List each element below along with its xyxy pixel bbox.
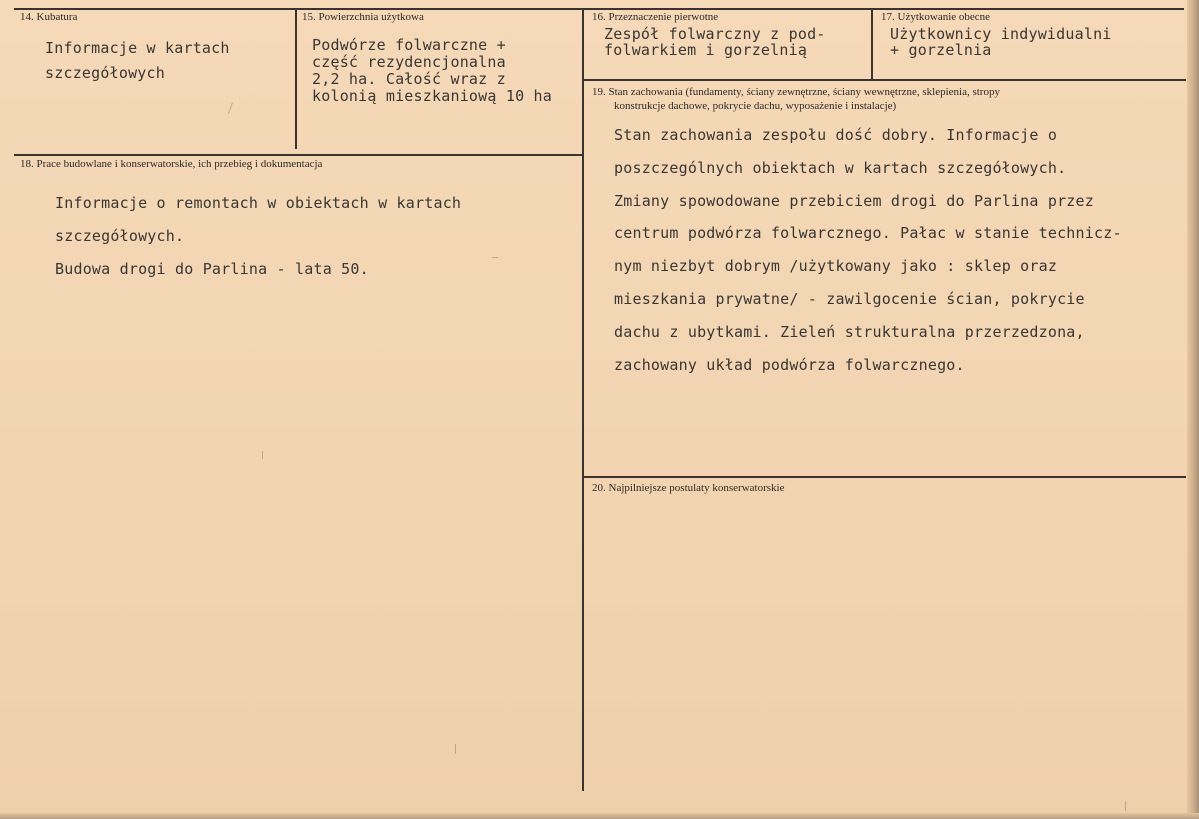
field-19-label-line1: 19. Stan zachowania (fundamenty, ściany zewnętrzne, ściany wewnętrzne, sklepienia, stropy: [592, 86, 1000, 98]
divider-14-15: [295, 9, 297, 149]
field-19-line: Zmiany spowodowane przebiciem drogi do Parlina przez: [614, 191, 1094, 210]
paper-mark: [228, 102, 233, 114]
divider-19-20: [583, 476, 1186, 478]
field-18-line: Informacje o remontach w obiektach w kartach: [55, 194, 462, 212]
field-17-label: 17. Użytkowanie obecne: [881, 11, 991, 23]
field-19-line: centrum podwórza folwarcznego. Pałac w stanie technicz-: [614, 224, 1122, 243]
field-18-line: Budowa drogi do Parlina - lata 50.: [55, 259, 369, 278]
field-20-label: 20. Najpilniejsze postulaty konserwatorskie: [592, 482, 785, 494]
field-19-line: zachowany układ podwórza folwarcznego.: [614, 355, 965, 374]
field-18-line: szczegółowych.: [55, 226, 185, 245]
field-15-line: kolonią mieszkaniową 10 ha: [312, 87, 552, 105]
paper-mark: [492, 257, 498, 258]
field-19-line: dachu z ubytkami. Zieleń strukturalna przerzedzona,: [614, 322, 1085, 341]
divider-top-right-row: [583, 79, 1186, 81]
field-17-value: [890, 27, 1112, 58]
divider-left-right: [582, 9, 584, 791]
field-18-value: [55, 187, 461, 285]
divider-left-row: [14, 154, 582, 156]
field-16-label: 16. Przeznaczenie pierwotne: [592, 11, 719, 23]
card-edge-right: [1187, 0, 1199, 819]
field-14-line: szczegółowych: [45, 64, 165, 82]
paper-mark: [455, 744, 456, 754]
field-19-line: nym niezbyt dobrym /użytkowany jako : sklep oraz: [614, 257, 1058, 276]
field-16-value: [604, 27, 826, 58]
field-14-value: [45, 36, 230, 86]
field-14-line: Informacje w kartach: [45, 39, 230, 57]
field-19-line: poszczególnych obiektach w kartach szczegółowych.: [614, 158, 1067, 177]
field-15-line: część rezydencjonalna: [312, 53, 506, 71]
field-19-line: Stan zachowania zespołu dość dobry. Informacje o: [614, 126, 1058, 144]
field-19-label-line2: konstrukcje dachowe, pokrycie dachu, wyposażenie i instalacje): [614, 100, 897, 112]
field-17-line: + gorzelnia: [890, 40, 992, 59]
field-18-label: 18. Prace budowlane i konserwatorskie, ich przebieg i dokumentacja: [20, 158, 323, 170]
field-16-line: folwarkiem i gorzelnią: [604, 40, 808, 59]
field-19-line: mieszkania prywatne/ - zawilgocenie ścian, pokrycie: [614, 289, 1085, 308]
card-edge-bottom: [0, 813, 1199, 819]
field-16-line: Zespół folwarczny z pod-: [604, 25, 826, 43]
field-17-line: Użytkownicy indywidualni: [890, 25, 1112, 43]
paper-mark: [1125, 801, 1126, 811]
field-15-label: 15. Powierzchnia użytkowa: [302, 11, 424, 23]
field-15-line: Podwórze folwarczne +: [312, 36, 506, 54]
field-15-value: [312, 37, 552, 105]
field-14-label: 14. Kubatura: [20, 11, 78, 23]
top-border: [14, 8, 1184, 10]
field-19-value: [614, 119, 1122, 381]
paper-mark: [262, 451, 263, 459]
field-15-line: 2,2 ha. Całość wraz z: [312, 70, 506, 88]
divider-16-17: [871, 9, 873, 80]
